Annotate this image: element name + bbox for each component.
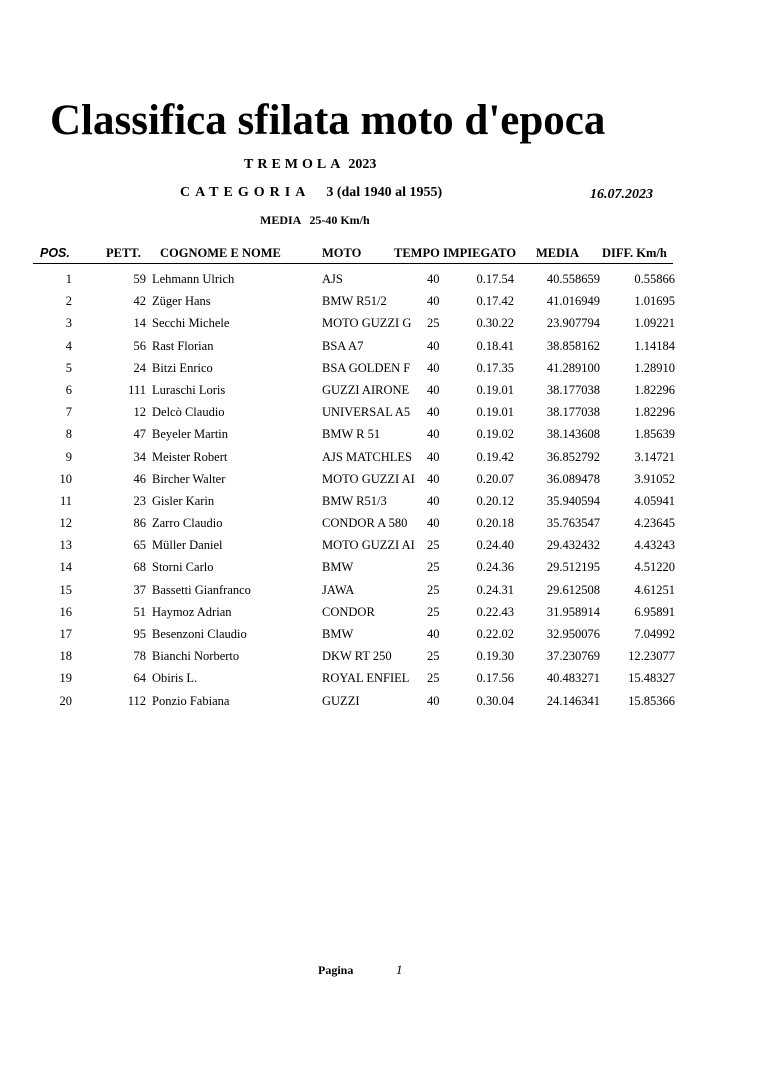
cell-pos: 17 — [59, 627, 72, 641]
cell-time: 0.22.43 — [476, 604, 514, 619]
cell-media: 40.483271 — [546, 671, 600, 686]
cell-media: 38.177038 — [546, 405, 600, 420]
cell-pett: 24 — [133, 360, 146, 375]
cell-pos: 13 — [59, 538, 72, 553]
cell-target-speed: 40 — [427, 627, 440, 641]
table-row — [0, 492, 764, 514]
cell-moto: GUZZI AIRONE — [322, 382, 410, 397]
table-row — [0, 603, 764, 625]
cell-media: 38.177038 — [546, 382, 600, 397]
cell-moto: CONDOR A 580 — [322, 516, 408, 531]
table-row — [0, 381, 764, 403]
cell-diff: 7.04992 — [634, 627, 675, 641]
cell-media: 36.089478 — [546, 471, 600, 486]
table-row — [0, 669, 764, 691]
cell-moto: CONDOR — [322, 604, 375, 619]
cell-diff: 6.95891 — [634, 604, 675, 619]
cell-pett: 46 — [133, 471, 146, 486]
table-row — [0, 581, 764, 603]
cell-time: 0.17.42 — [476, 294, 514, 309]
cell-pos: 7 — [65, 405, 72, 420]
cell-target-speed: 40 — [427, 360, 440, 375]
category-label: CATEGORIA — [180, 185, 311, 200]
table-row — [0, 514, 764, 536]
cell-moto: UNIVERSAL A5 — [322, 405, 411, 420]
cell-pos: 4 — [65, 338, 72, 353]
cell-pos: 16 — [59, 604, 72, 619]
cell-pett: 51 — [133, 604, 146, 619]
cell-time: 0.24.31 — [476, 582, 514, 597]
table-row — [0, 625, 764, 647]
cell-pett: 86 — [133, 516, 146, 531]
cell-moto: MOTO GUZZI AI — [322, 471, 415, 486]
category-line — [180, 185, 442, 201]
cell-pos: 20 — [59, 693, 72, 708]
cell-moto: BMW — [322, 560, 354, 575]
cell-moto: BMW R 51 — [322, 427, 381, 442]
cell-media: 24.146341 — [546, 693, 600, 708]
cell-pett: 34 — [133, 449, 146, 464]
cell-target-speed: 40 — [427, 405, 440, 420]
cell-diff: 1.82296 — [634, 405, 675, 420]
cell-name: Bassetti Gianfranco — [152, 582, 251, 597]
media-line — [260, 213, 370, 228]
cell-pos: 18 — [59, 649, 72, 664]
cell-moto: GUZZI — [322, 693, 360, 708]
page-number: 1 — [396, 962, 403, 977]
cell-pett: 12 — [133, 405, 146, 420]
cell-diff: 15.85366 — [628, 693, 675, 708]
cell-pos: 1 — [65, 272, 72, 286]
cell-pett: 37 — [133, 582, 146, 597]
cell-media: 29.432432 — [546, 538, 600, 553]
header-diff: DIFF. Km/h — [602, 246, 667, 260]
cell-time: 0.17.35 — [476, 360, 514, 375]
cell-target-speed: 25 — [427, 604, 440, 619]
cell-moto: BMW — [322, 627, 354, 641]
cell-diff: 1.28910 — [634, 360, 675, 375]
cell-diff: 4.23645 — [634, 516, 675, 531]
cell-pos: 19 — [59, 671, 72, 686]
cell-media: 31.958914 — [546, 604, 600, 619]
media-label: MEDIA — [260, 213, 302, 227]
cell-name: Beyeler Martin — [152, 427, 229, 442]
cell-moto: BSA A7 — [322, 338, 364, 353]
cell-diff: 0.55866 — [634, 272, 675, 286]
cell-media: 36.852792 — [546, 449, 600, 464]
table-row — [0, 403, 764, 425]
cell-pos: 10 — [59, 471, 72, 486]
table-row — [0, 359, 764, 381]
event-label: TREMOLA — [244, 157, 345, 172]
cell-diff: 1.82296 — [634, 382, 675, 397]
cell-name: Besenzoni Claudio — [152, 627, 247, 641]
cell-moto: MOTO GUZZI AI — [322, 538, 415, 553]
table-row — [0, 448, 764, 470]
cell-pett: 42 — [133, 294, 146, 309]
event-name — [244, 157, 376, 173]
cell-name: Rast Florian — [152, 338, 214, 353]
cell-media: 32.950076 — [546, 627, 600, 641]
cell-pett: 95 — [133, 627, 146, 641]
cell-target-speed: 25 — [427, 671, 440, 686]
cell-pett: 56 — [133, 338, 146, 353]
cell-target-speed: 40 — [427, 693, 440, 708]
cell-media: 41.016949 — [546, 294, 600, 309]
cell-moto: AJS MATCHLES — [322, 449, 412, 464]
cell-name: Bitzi Enrico — [152, 360, 213, 375]
cell-name: Züger Hans — [152, 294, 211, 309]
cell-pett: 78 — [133, 649, 146, 664]
cell-time: 0.24.36 — [476, 560, 514, 575]
cell-target-speed: 25 — [427, 649, 440, 664]
cell-name: Zarro Claudio — [152, 516, 223, 531]
cell-diff: 3.91052 — [634, 471, 675, 486]
cell-diff: 12.23077 — [628, 649, 675, 664]
cell-time: 0.24.40 — [476, 538, 514, 553]
cell-diff: 4.43243 — [634, 538, 675, 553]
cell-pett: 14 — [133, 316, 146, 331]
event-date: 16.07.2023 — [590, 187, 653, 202]
cell-media: 35.763547 — [546, 516, 600, 531]
cell-pett: 112 — [127, 693, 146, 708]
cell-pos: 8 — [65, 427, 72, 442]
page-footer — [318, 962, 403, 978]
cell-target-speed: 40 — [427, 449, 440, 464]
cell-diff: 1.09221 — [634, 316, 675, 331]
cell-moto: BMW R51/2 — [322, 294, 387, 309]
cell-time: 0.19.42 — [476, 449, 514, 464]
page-label: Pagina — [318, 963, 354, 977]
cell-time: 0.19.30 — [476, 649, 514, 664]
cell-time: 0.19.02 — [476, 427, 514, 442]
cell-target-speed: 25 — [427, 582, 440, 597]
cell-pett: 65 — [133, 538, 146, 553]
table-row — [0, 314, 764, 336]
cell-diff: 4.51220 — [634, 560, 675, 575]
cell-diff: 3.14721 — [634, 449, 675, 464]
table-row — [0, 470, 764, 492]
cell-moto: JAWA — [322, 582, 355, 597]
cell-name: Lehmann Ulrich — [152, 272, 235, 286]
cell-media: 29.512195 — [546, 560, 600, 575]
cell-diff: 4.61251 — [634, 582, 675, 597]
cell-pett: 59 — [133, 272, 146, 286]
cell-time: 0.30.04 — [476, 693, 514, 708]
cell-moto: DKW RT 250 — [322, 649, 392, 664]
table-row — [0, 337, 764, 359]
cell-target-speed: 25 — [427, 538, 440, 553]
cell-name: Obiris L. — [152, 671, 198, 686]
cell-pos: 5 — [65, 360, 72, 375]
header-divider — [33, 263, 673, 264]
cell-pos: 11 — [59, 493, 72, 508]
header-moto: MOTO — [322, 246, 362, 260]
cell-pos: 3 — [65, 316, 72, 331]
cell-time: 0.19.01 — [476, 405, 514, 420]
cell-pos: 14 — [59, 560, 72, 575]
cell-name: Secchi Michele — [152, 316, 230, 331]
cell-moto: BMW R51/3 — [322, 493, 387, 508]
cell-name: Meister Robert — [152, 449, 228, 464]
cell-name: Müller Daniel — [152, 538, 223, 553]
cell-name: Luraschi Loris — [152, 382, 226, 397]
cell-target-speed: 40 — [427, 272, 440, 286]
cell-media: 29.612508 — [546, 582, 600, 597]
table-row — [0, 692, 764, 714]
cell-moto: BSA GOLDEN F — [322, 360, 411, 375]
table-row — [0, 270, 764, 292]
header-name: COGNOME E NOME — [160, 246, 281, 260]
cell-time: 0.18.41 — [476, 338, 514, 353]
results-table — [0, 270, 764, 714]
cell-media: 40.558659 — [546, 272, 600, 286]
cell-pett: 68 — [133, 560, 146, 575]
cell-time: 0.20.18 — [476, 516, 514, 531]
cell-pos: 9 — [65, 449, 72, 464]
cell-name: Ponzio Fabiana — [152, 693, 230, 708]
cell-pos: 15 — [59, 582, 72, 597]
header-pett: PETT. — [106, 246, 141, 260]
cell-diff: 4.05941 — [634, 493, 675, 508]
cell-time: 0.17.54 — [476, 272, 514, 286]
cell-pos: 2 — [65, 294, 72, 309]
cell-moto: AJS — [322, 272, 343, 286]
cell-name: Gisler Karin — [152, 493, 215, 508]
cell-name: Bianchi Norberto — [152, 649, 240, 664]
header-tempo: TEMPO IMPIEGATO — [394, 246, 517, 260]
cell-target-speed: 40 — [427, 516, 440, 531]
cell-pos: 12 — [59, 516, 72, 531]
header-media: MEDIA — [536, 246, 580, 260]
cell-diff: 1.01695 — [634, 294, 675, 309]
media-value: 25-40 Km/h — [309, 213, 370, 227]
cell-media: 37.230769 — [546, 649, 600, 664]
table-row — [0, 425, 764, 447]
cell-target-speed: 40 — [427, 338, 440, 353]
cell-time: 0.30.22 — [476, 316, 514, 331]
table-row — [0, 292, 764, 314]
cell-diff: 1.85639 — [634, 427, 675, 442]
cell-target-speed: 40 — [427, 427, 440, 442]
cell-moto: MOTO GUZZI G — [322, 316, 412, 331]
cell-diff: 1.14184 — [634, 338, 675, 353]
cell-media: 35.940594 — [546, 493, 600, 508]
cell-pett: 111 — [128, 382, 146, 397]
cell-moto: ROYAL ENFIEL — [322, 671, 410, 686]
cell-media: 41.289100 — [546, 360, 600, 375]
page-title: Classifica sfilata moto d'epoca — [50, 97, 606, 144]
cell-media: 23.907794 — [546, 316, 600, 331]
cell-target-speed: 25 — [427, 560, 440, 575]
cell-time: 0.22.02 — [476, 627, 514, 641]
table-row — [0, 536, 764, 558]
table-row — [0, 558, 764, 580]
cell-target-speed: 40 — [427, 493, 440, 508]
cell-diff: 15.48327 — [628, 671, 675, 686]
cell-pos: 6 — [65, 382, 72, 397]
cell-time: 0.20.07 — [476, 471, 514, 486]
cell-pett: 47 — [133, 427, 146, 442]
cell-time: 0.17.56 — [476, 671, 514, 686]
cell-pett: 64 — [133, 671, 146, 686]
cell-pett: 23 — [133, 493, 146, 508]
event-year: 2023 — [348, 157, 377, 172]
cell-target-speed: 40 — [427, 471, 440, 486]
cell-target-speed: 40 — [427, 382, 440, 397]
header-pos: POS. — [40, 246, 70, 260]
cell-target-speed: 25 — [427, 316, 440, 331]
cell-time: 0.20.12 — [476, 493, 514, 508]
cell-name: Storni Carlo — [152, 560, 214, 575]
cell-time: 0.19.01 — [476, 382, 514, 397]
category-value: 3 (dal 1940 al 1955) — [326, 185, 443, 200]
cell-target-speed: 40 — [427, 294, 440, 309]
table-row — [0, 647, 764, 669]
cell-name: Delcò Claudio — [152, 405, 225, 420]
cell-name: Haymoz Adrian — [152, 604, 232, 619]
cell-name: Bircher Walter — [152, 471, 226, 486]
cell-media: 38.143608 — [546, 427, 600, 442]
cell-media: 38.858162 — [546, 338, 600, 353]
